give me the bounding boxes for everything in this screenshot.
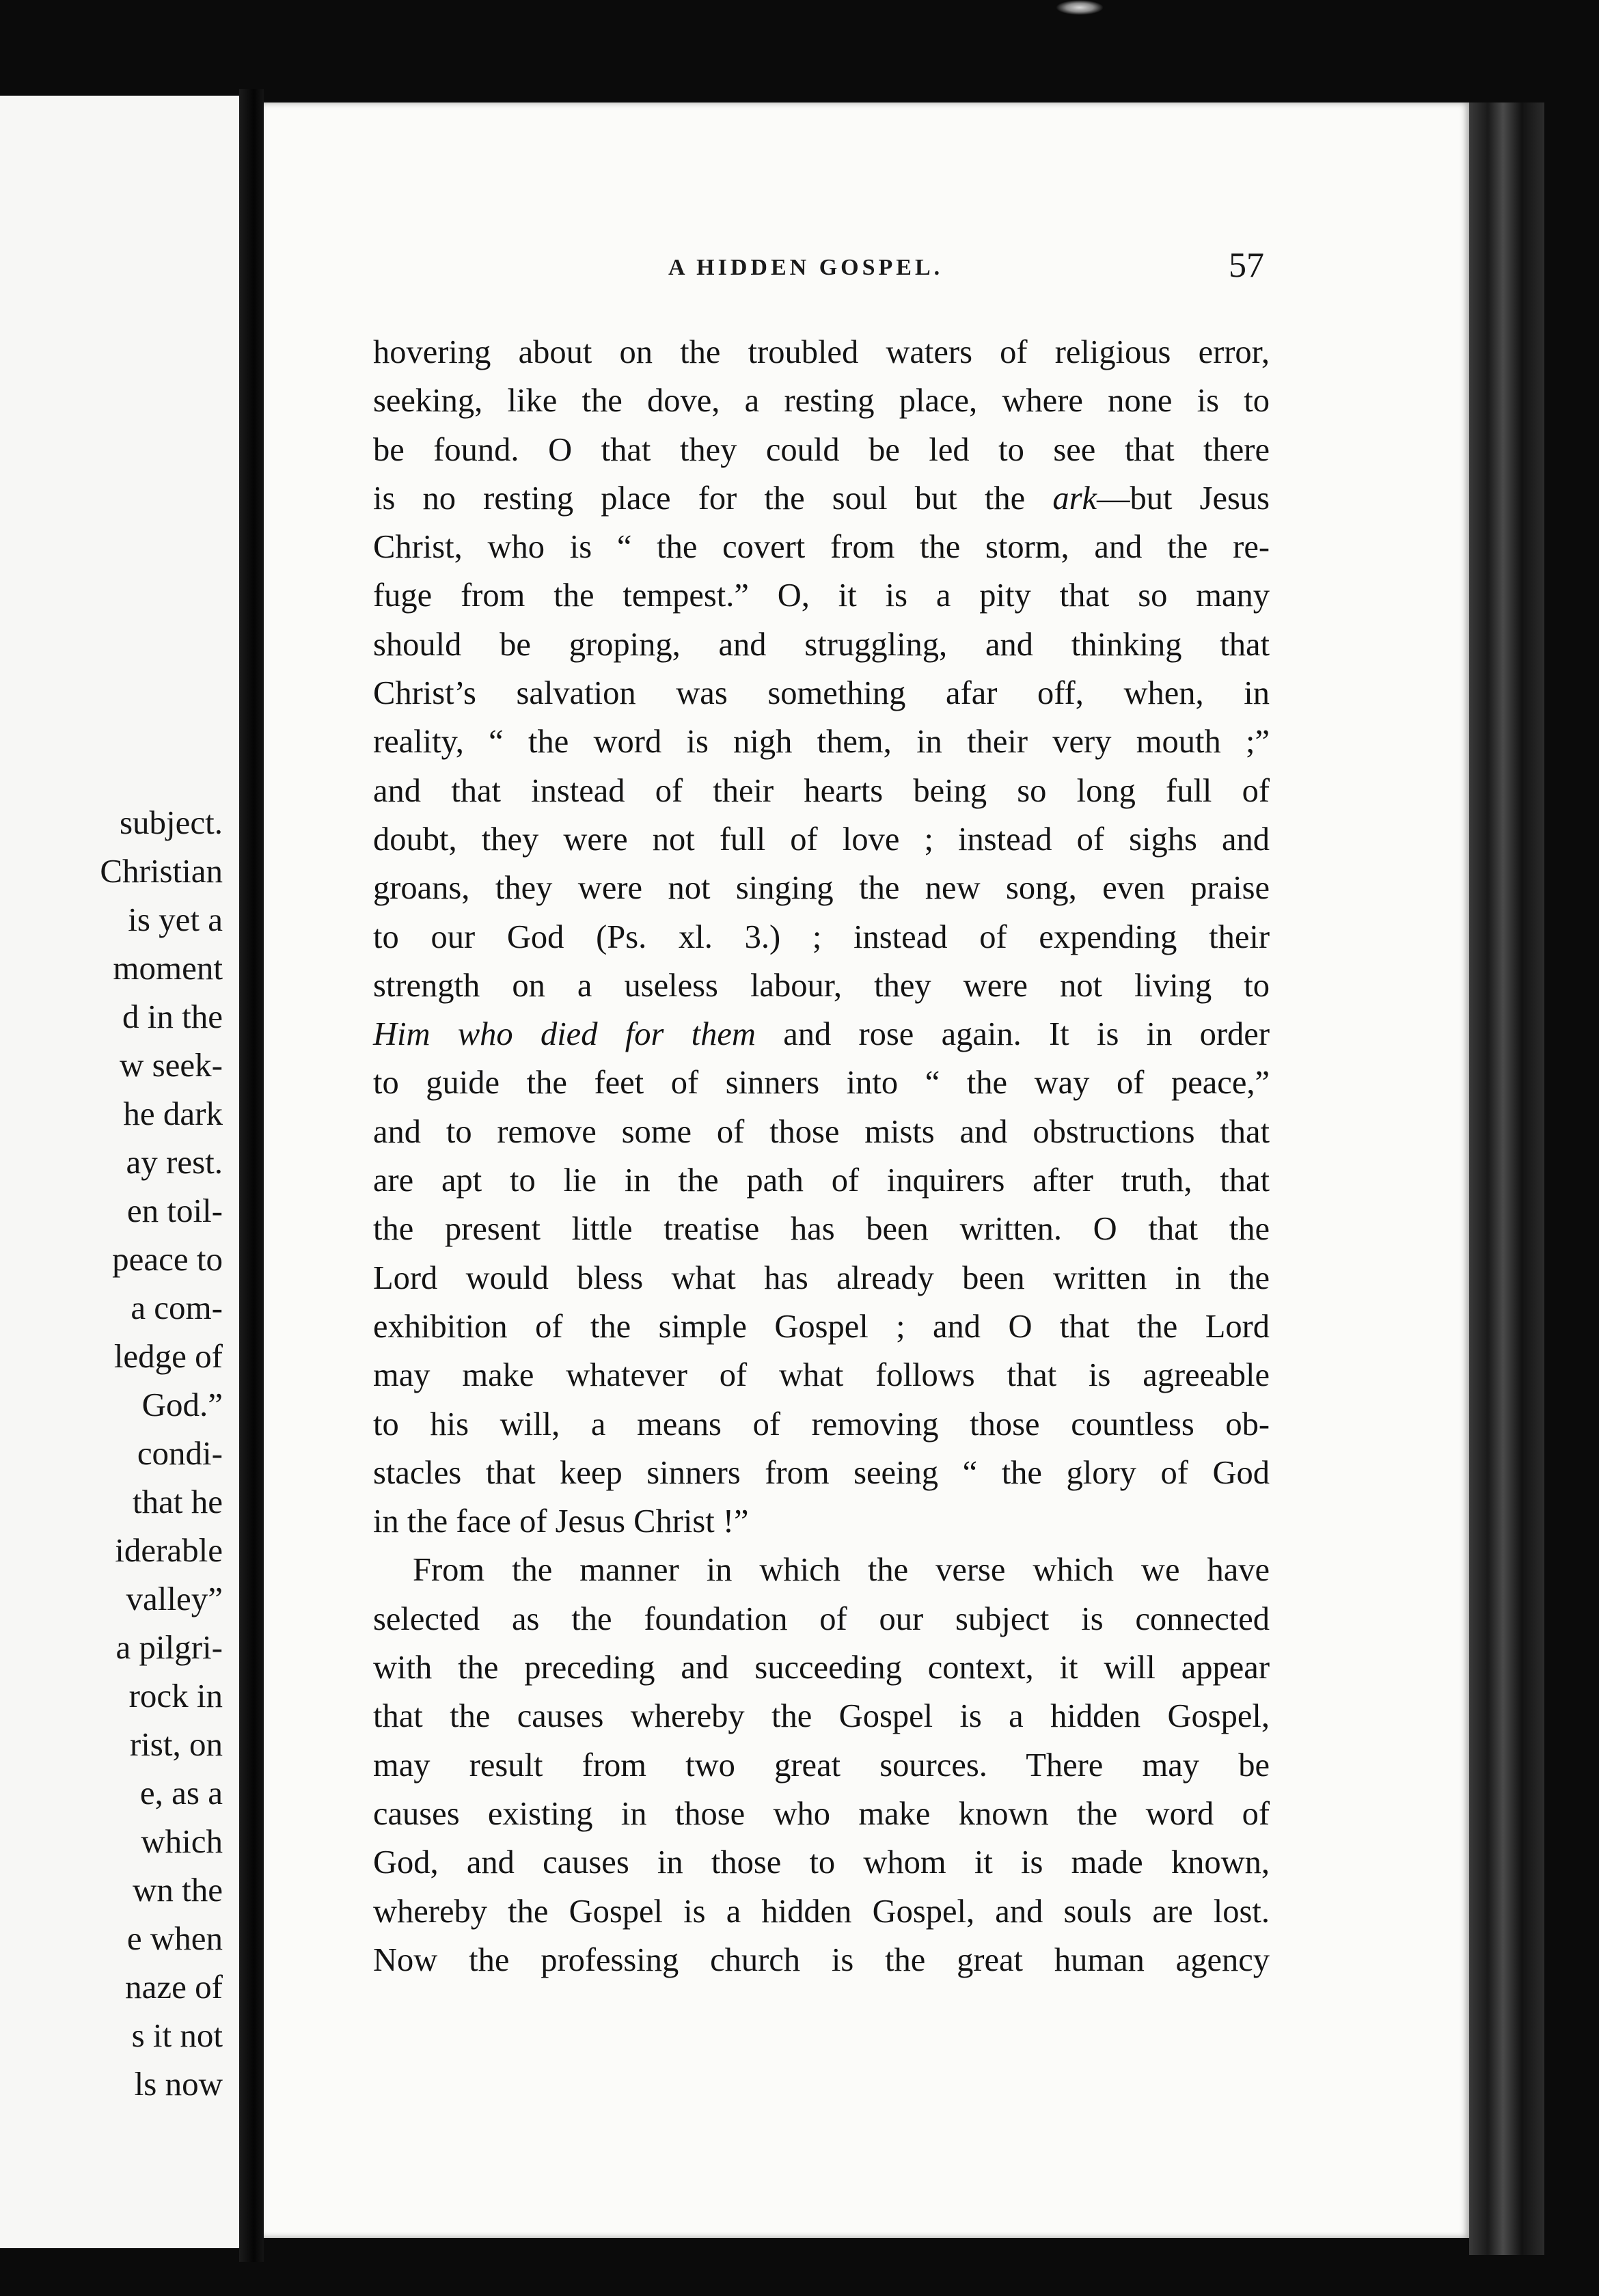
previous-page-line: ledge of xyxy=(113,1337,223,1375)
text-line xyxy=(373,1010,1270,1058)
text-line: to guide the feet of sinners into “ the way of peace,” xyxy=(373,1065,1270,1102)
text-line xyxy=(373,474,1270,523)
text-line: to his will, a means of removing those countless ob- xyxy=(373,1406,1270,1443)
text-line: Christ, who is “ the covert from the storm, and the re- xyxy=(373,529,1270,566)
text-line: From the manner in which the verse which we have xyxy=(413,1552,1270,1589)
italic-word: ark xyxy=(1052,480,1097,517)
previous-page-line: e when xyxy=(126,1919,223,1957)
book-fore-edge xyxy=(1469,102,1544,2255)
text-line-end: —but Jesus xyxy=(1096,480,1270,517)
previous-page-line: Christian xyxy=(100,852,223,890)
text-line: to our God (Ps. xl. 3.) ; instead of expending their xyxy=(373,918,1270,955)
previous-page-line: peace to xyxy=(112,1240,223,1278)
previous-page-line: ls now xyxy=(134,2065,223,2103)
text-line: and that instead of their hearts being so long full of xyxy=(373,772,1270,809)
text-line: should be groping, and struggling, and thinking that xyxy=(373,626,1270,663)
previous-page-line: d in the xyxy=(122,998,223,1035)
previous-page-line: that he xyxy=(133,1483,223,1520)
previous-page-line: is yet a xyxy=(128,901,223,938)
text-line: be found. O that they could be led to see that there xyxy=(373,431,1270,468)
previous-page-text xyxy=(100,798,223,2108)
text-line: seeking, like the dove, a resting place, where none is to xyxy=(373,383,1270,420)
text-line: the present little treatise has been written. O that the xyxy=(373,1211,1270,1248)
text-line: doubt, they were not full of love ; instead of sighs and xyxy=(373,821,1270,858)
previous-page-line: he dark xyxy=(123,1095,223,1132)
page-number: 57 xyxy=(1229,246,1264,285)
text-line: reality, “ the word is nigh them, in their very mouth ;” xyxy=(373,724,1270,761)
book-gutter xyxy=(239,89,264,2262)
previous-page-line: wn the xyxy=(133,1871,223,1909)
previous-page-line: ay rest. xyxy=(126,1143,223,1181)
scan-artifact xyxy=(1056,0,1104,15)
previous-page-edge xyxy=(0,96,239,2248)
text-line-end: and rose again. It is in order xyxy=(755,1016,1270,1053)
text-line: Now the professing church is the great human agency xyxy=(373,1941,1270,1978)
text-line: may make whatever of what follows that is agreeable xyxy=(373,1357,1270,1394)
text-line: fuge from the tempest.” O, it is a pity that so many xyxy=(373,577,1270,614)
text-line: God, and causes in those to whom it is made known, xyxy=(373,1844,1270,1881)
text-line: stacles that keep sinners from seeing “ the glory of God xyxy=(373,1454,1270,1491)
previous-page-line: moment xyxy=(113,949,223,987)
text-line-start: is no resting place for the soul but the xyxy=(373,480,1053,517)
text-line: and to remove some of those mists and obstructions that xyxy=(373,1113,1270,1150)
text-line: may result from two great sources. There may be xyxy=(373,1747,1270,1784)
running-title: A HIDDEN GOSPEL. xyxy=(668,255,944,280)
text-line: with the preceding and succeeding context, it will appear xyxy=(373,1650,1270,1686)
previous-page-line: a pilgri- xyxy=(115,1628,223,1666)
running-head xyxy=(264,246,1471,290)
previous-page-line: s it not xyxy=(131,2017,223,2054)
body-text xyxy=(373,328,1270,1984)
text-line: whereby the Gospel is a hidden Gospel, and souls are lost. xyxy=(373,1893,1270,1930)
previous-page-line: a com- xyxy=(131,1289,223,1326)
text-line: Lord would bless what has already been written in the xyxy=(373,1259,1270,1296)
previous-page-line: valley” xyxy=(126,1580,223,1617)
text-line: that the causes whereby the Gospel is a hidden Gospel, xyxy=(373,1698,1270,1735)
text-line: groans, they were not singing the new song, even praise xyxy=(373,870,1270,907)
previous-page-line: subject. xyxy=(119,804,223,841)
text-line: exhibition of the simple Gospel ; and O that the Lord xyxy=(373,1308,1270,1345)
text-line: are apt to lie in the path of inquirers after truth, that xyxy=(373,1162,1270,1199)
previous-page-line: iderable xyxy=(115,1531,223,1569)
text-line: Christ’s salvation was something afar off, when, in xyxy=(373,675,1270,712)
previous-page-line: which xyxy=(141,1822,223,1860)
previous-page-line: e, as a xyxy=(139,1774,223,1812)
text-line: strength on a useless labour, they were not living to xyxy=(373,967,1270,1004)
previous-page-line: rock in xyxy=(128,1677,223,1714)
book-page xyxy=(264,102,1471,2238)
previous-page-line: God.” xyxy=(141,1386,223,1423)
text-line: selected as the foundation of our subject is connected xyxy=(373,1600,1270,1637)
italic-phrase: Him who died for them xyxy=(373,1016,756,1053)
text-line: hovering about on the troubled waters of religious error, xyxy=(373,334,1270,370)
text-line: in the face of Jesus Christ !” xyxy=(373,1503,749,1540)
previous-page-line: en toil- xyxy=(126,1192,223,1229)
previous-page-line: condi- xyxy=(137,1434,223,1472)
previous-page-line: rist, on xyxy=(129,1725,223,1763)
previous-page-line: naze of xyxy=(125,1968,223,2006)
text-line: causes existing in those who make known the word of xyxy=(373,1795,1270,1832)
previous-page-line: w seek- xyxy=(119,1046,223,1084)
